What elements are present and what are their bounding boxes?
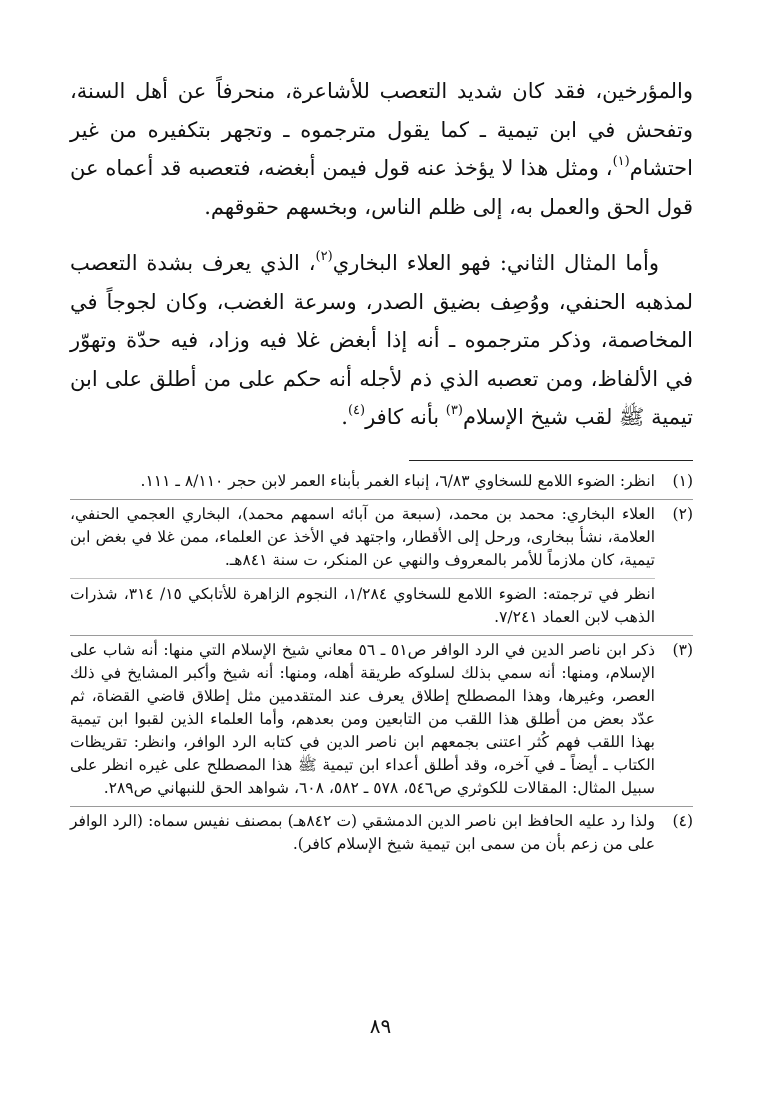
footnotes [70,470,693,865]
footnote-text: ذكر ابن ناصر الدين في الرد الوافر ص٥١ ـ ٥٦ معاني شيخ الإسلام التي منها: أنه شاب على الإسلام، ومنها: أنه سمي بذلك لسلوكه طريقة أهله، ومنها: أنه شيخ وأكبر المشايخ في ذلك العصر، وغيرها، وهذا المصطلح إطلاق يعرف عند المتقدمين مثل إطلاق قاضي القضاة، ثم عدّد بعض من أطلق هذا اللقب من التابعين ومن بعدهم، وأما العلماء الذين لقبوا ابن تيمية بهذا اللقب فهم كُثر اعتنى بجمعهم ابن ناصر الدين في كتابه الرد الوافر، وانظر: تقريظات الكتاب ـ أيضاً ـ في آخره، وقد أطلق أعداء ابن تيمية ﷺ هذا المصطلح على غيره انظر على سبيل المثال: المقالات للكوثري ص٥٤٦، ٥٧٨ ـ ٥٨٢، ٦٠٨، شواهد الحق للنبهاني ص٢٨٩. [70,641,655,797]
paragraph-2-end: . [341,405,348,429]
paragraph-2-text-continued: ، الذي يعرف بشدة التعصب لمذهبه الحنفي، ووُصِف بضيق الصدر، وسرعة الغضب، وكان لجوجاً في المخاصمة، وذكر مترجموه ـ أنه إذا أبغض غلا فيه وزاد، فيه حدّة وتهوّر في الألفاظ، ومن تعصبه الذي ذم لأجله أنه حكم على من أطلق على ابن تيمية ﷺ لقب شيخ الإسلام [70,251,693,429]
footnote-2 [70,503,693,636]
paragraph-1-text-continued: ، ومثل هذا لا يؤخذ عنه قول فيمن أبغضه، فتعصبه قد أعماه عن قول الحق والعمل به، إلى ظلم الناس، وبخسهم حقوقهم. [70,156,693,219]
footnote-text: ولذا رد عليه الحافظ ابن ناصر الدين الدمشقي (ت ٨٤٢هـ) بمصنف نفيس سماه: (الرد الوافر على من زعم بأن من سمى ابن تيمية شيخ الإسلام كافر). [70,812,655,853]
paragraph-2-text-tail: بأنه كافر [365,405,446,429]
footnote-body [70,810,655,856]
footnote-ref-2[interactable]: (٢) [315,249,333,264]
footnote-number: (١) [672,472,693,490]
footnote-ref-1[interactable]: (١) [612,154,630,169]
footnote-text: انظر: الضوء اللامع للسخاوي ٦/٨٣، إنباء الغمر بأبناء العمر لابن حجر ٨/١١٠ ـ ١١١. [140,472,655,490]
footnote-body [70,470,655,493]
footnote-3 [70,639,693,807]
footnote-1 [70,470,693,500]
paragraph-1 [70,72,693,226]
page-number: ٨٩ [369,1014,392,1038]
footnote-body [70,639,655,800]
footnote-number: (٣) [672,641,693,659]
footnote-ref-3[interactable]: (٣) [445,403,463,418]
footnote-number: (٤) [672,812,693,830]
footnote-4 [70,810,693,862]
paragraph-2 [70,244,693,437]
paragraph-2-text: وأما المثال الثاني: فهو العلاء البخاري [332,251,660,275]
footnote-ref-4[interactable]: (٤) [347,403,366,418]
paragraph-1-text: والمؤرخين، فقد كان شديد التعصب للأشاعرة، منحرفاً عن أهل السنة، وتفحش في ابن تيمية ـ كما يقول مترجموه ـ وتجهر بتكفيره من غير احتشام [70,79,693,180]
main-text [70,72,693,437]
footnote-text: انظر في ترجمته: الضوء اللامع للسخاوي ١/٢٨٤، النجوم الزاهرة للأتابكي ١٥/ ٣١٤، شذرات الذهب لابن العماد ٧/٢٤١. [70,578,655,629]
footnote-separator [409,460,693,461]
footnote-text: العلاء البخاري: محمد بن محمد، (سبعة من آبائه اسمهم محمد)، البخاري العجمي الحنفي، العلامة، نشأ ببخارى، ورحل إلى الأقطار، واجتهد في الأخذ عن العلماء، ممن غلا في بغض ابن تيمية، كان ملازماً للأمر بالمعروف والنهي عن المنكر، ت سنة ٨٤١هـ. [70,505,655,569]
footnote-number: (٢) [672,505,693,523]
footnote-body [70,503,655,629]
